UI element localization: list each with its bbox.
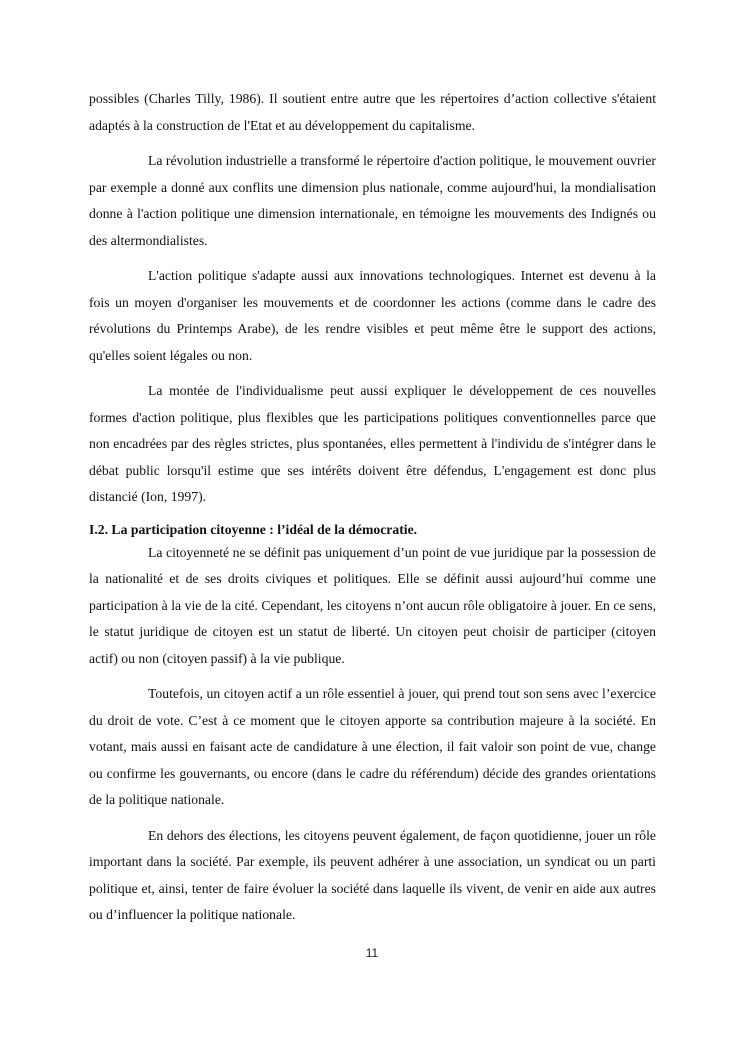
page-number: 11 (365, 946, 379, 960)
paragraph-citizenship-definition: La citoyenneté ne se définit pas uniquement d’un point de vue juridique par la possession de la nationalité et de ses droits civiques et politiques. Elle se définit aussi aujourd’hui comme une participation à la vie de la cité. Cependant, les citoyens n’ont aucun rôle obligatoire à jouer. En ce sens, le statut juridique de citoyen est un statut de liberté. Un citoyen peut choisir de participer (citoyen actif) ou non (citoyen passif) à la vie publique. (89, 544, 656, 666)
paragraph-industrial-revolution: La révolution industrielle a transformé le répertoire d'action politique, le mouvement ouvrier par exemple a donné aux conflits une dimension plus nationale, comme aujourd'hui, la mondialisation donne à l'action politique une dimension internationale, en témoigne les mouvements des Indignés ou des altermondialistes. (89, 153, 656, 248)
section-heading: I.2. La participation citoyenne : l’idéal de la démocratie. (89, 521, 418, 537)
paragraph-continuation: possibles (Charles Tilly, 1986). Il soutient entre autre que les répertoires d’action collective s'étaient adaptés à la construction de l'Etat et au développement du capitalisme. (89, 91, 656, 133)
paragraph-individualism: La montée de l'individualisme peut aussi expliquer le développement de ces nouvelles formes d'action politique, plus flexibles que les participations politiques conventionnelles parce que non encadrées par des règles strictes, plus spontanées, elles permettent à l'individu de s'intégrer dans le débat public lorsqu'il estime que ses intérêts doivent être défendus, L'engagement est donc plus distancié (Ion, 1997). (89, 383, 656, 504)
document-page (89, 86, 656, 938)
paragraph-active-citizen: Toutefois, un citoyen actif a un rôle essentiel à jouer, qui prend tout son sens avec l’exercice du droit de vote. C’est à ce moment que le citoyen apporte sa contribution majeure à la société. En votant, mais aussi en faisant acte de candidature à une élection, il fait valoir son point de vue, change ou confirme les gouvernants, ou encore (dans le cadre du référendum) décide des grandes orientations de la politique nationale. (89, 686, 656, 807)
paragraph-beyond-elections: En dehors des élections, les citoyens peuvent également, de façon quotidienne, jouer un rôle important dans la société. Par exemple, ils peuvent adhérer à une association, un syndicat ou un parti politique et, ainsi, tenter de faire évoluer la société dans laquelle ils vivent, de venir en aide aux autres ou d’influencer la politique nationale. (89, 827, 656, 922)
paragraph-technological-innovations: L'action politique s'adapte aussi aux innovations technologiques. Internet est devenu à la fois un moyen d'organiser les mouvements et de coordonner les actions (comme dans le cadre des révolutions du Printemps Arabe), de les rendre visibles et peut même être le support des actions, qu'elles soient légales ou non. (89, 268, 656, 363)
